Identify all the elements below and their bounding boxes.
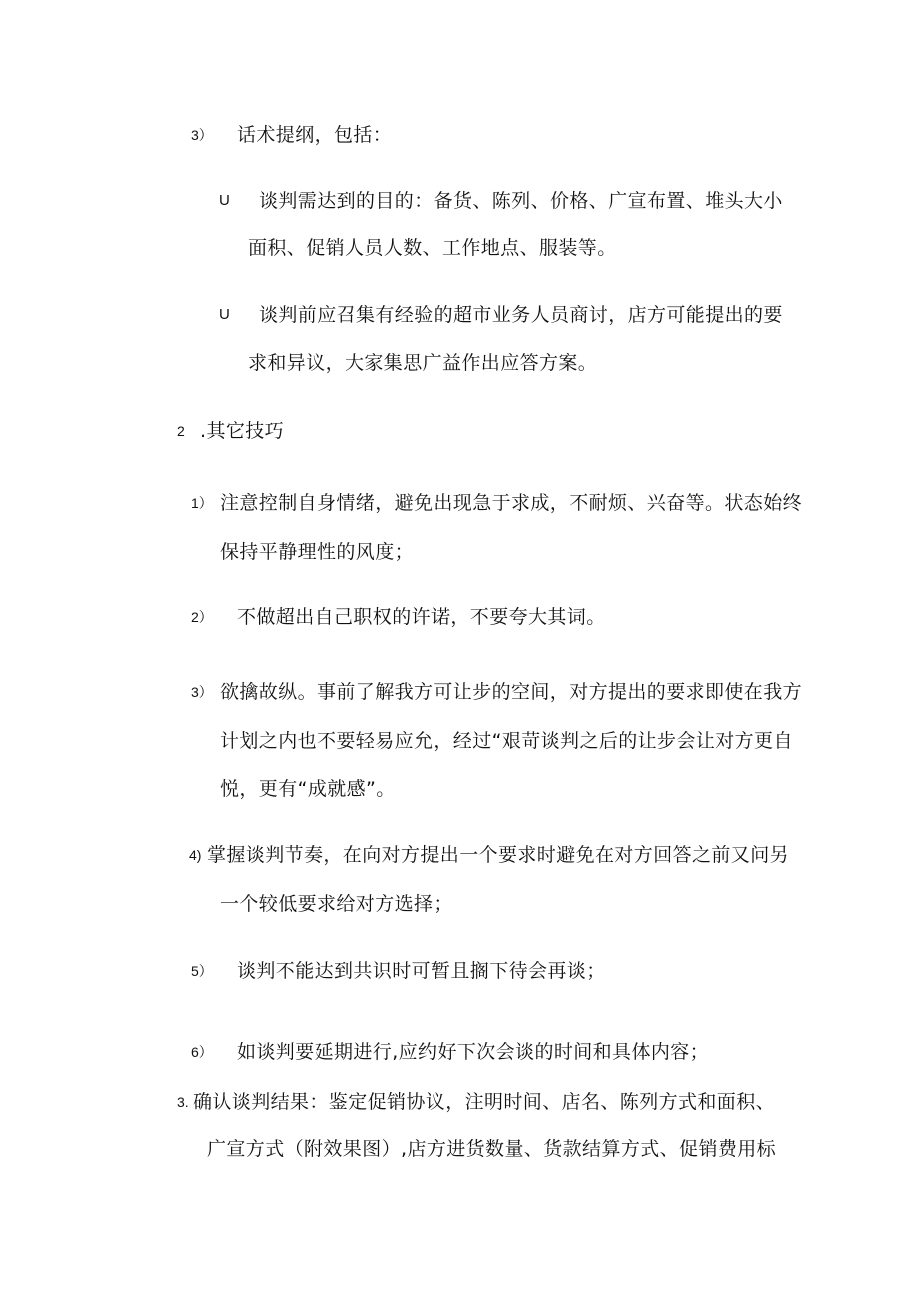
bullet-2-line-1: 谈判前应召集有经验的超市业务人员商讨，店方可能提出的要 <box>259 304 783 326</box>
item-2-line-1: 不做超出自己职权的许诺，不要夸大其词。 <box>237 606 606 628</box>
item-3-line-1: 欲擒故纵。事前了解我方可让步的空间，对方提出的要求即使在我方 <box>220 681 803 703</box>
item-1-line-1: 注意控制自身情绪，避免出现急于求成，不耐烦、兴奋等。状态始终 <box>220 492 803 514</box>
item-1-marker: 1） <box>191 495 213 511</box>
item-4-marker: 4) <box>189 847 202 863</box>
item-4-line-1: 掌握谈判节奏，在向对方提出一个要求时避免在对方回答之前又问另 <box>207 844 790 866</box>
section-3-line-1: 确认谈判结果：鉴定促销协议，注明时间、店名、陈列方式和面积、 <box>193 1091 776 1113</box>
item-5-line-1: 谈判不能达到共识时可暂且搁下待会再谈； <box>237 960 606 982</box>
bullet-2-line-2: 求和异议，大家集思广益作出应答方案。 <box>248 352 598 374</box>
section-3-line-2: 广宣方式（附效果图）,店方进货数量、货款结算方式、促销费用标 <box>207 1138 777 1160</box>
item-1-line-2: 保持平静理性的风度； <box>220 541 415 563</box>
item-3-marker: 3） <box>191 684 213 700</box>
section-3-number: 3. <box>177 1094 189 1110</box>
item-a-text: 话术提纲，包括： <box>237 124 393 146</box>
section-2-number: 2 <box>177 423 185 439</box>
item-4-line-2: 一个较低要求给对方选择； <box>220 893 453 915</box>
bullet-icon: U <box>219 306 230 323</box>
item-2-marker: 2） <box>191 609 213 625</box>
item-3-line-2: 计划之内也不要轻易应允，经过“艰苛谈判之后的让步会让对方更自 <box>220 730 793 752</box>
item-5-marker: 5） <box>191 963 213 979</box>
item-a-marker: 3） <box>191 127 213 143</box>
item-3-line-3: 悦，更有“成就感”。 <box>220 778 396 800</box>
bullet-1-line-2: 面积、促销人员人数、工作地点、服装等。 <box>248 237 617 259</box>
section-2-title: .其它技巧 <box>200 420 285 442</box>
bullet-1-line-1: 谈判需达到的目的：备货、陈列、价格、广宣布置、堆头大小 <box>259 190 783 212</box>
bullet-icon: U <box>219 192 230 209</box>
item-6-line-1: 如谈判要延期进行,应约好下次会谈的时间和具体内容； <box>237 1041 710 1063</box>
item-6-marker: 6） <box>191 1044 213 1060</box>
